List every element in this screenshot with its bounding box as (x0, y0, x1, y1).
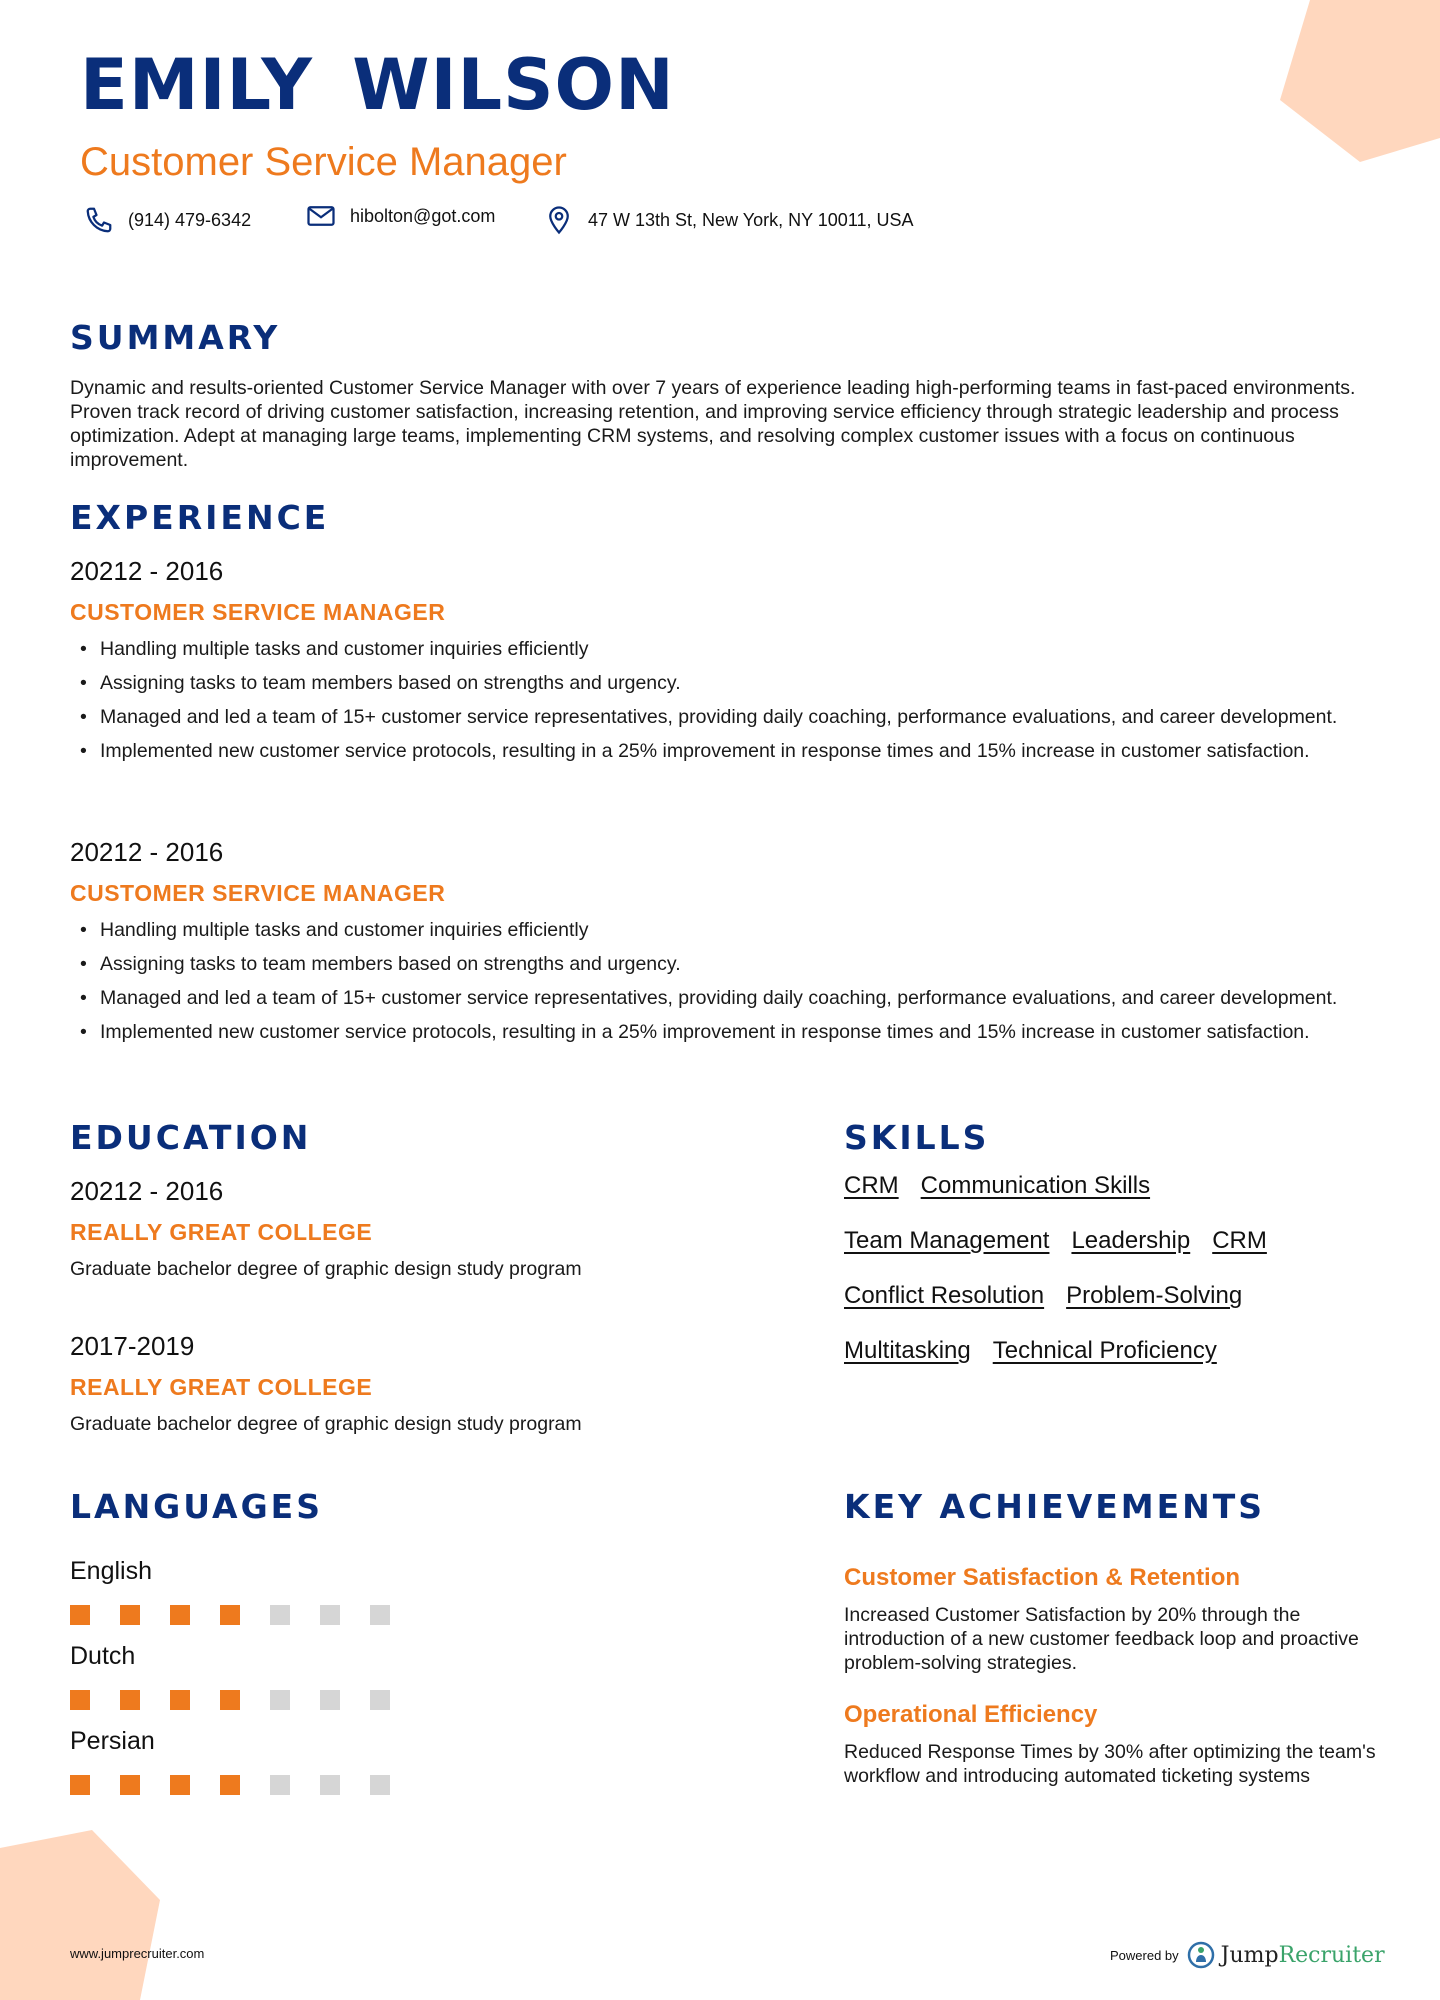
job-title: Customer Service Manager (80, 140, 567, 184)
education-school: REALLY GREAT COLLEGE (70, 1374, 373, 1400)
job-bullet: • Managed and led a team of 15+ customer service representatives, providing daily coaching, performance evaluations, and career development. (70, 986, 1360, 1010)
language-name: English (70, 1557, 152, 1585)
contact-phone (84, 205, 251, 235)
language-level-dot-empty (270, 1690, 290, 1710)
education-heading: EDUCATION (70, 1118, 312, 1157)
language-level-dot-filled (220, 1690, 240, 1710)
skill-item: Communication Skills (920, 1172, 1151, 1199)
language-level-dot-empty (270, 1775, 290, 1795)
language-level-dot-filled (170, 1775, 190, 1795)
language-level-dots (70, 1775, 410, 1795)
skills-row (844, 1227, 1289, 1255)
language-level-dot-empty (370, 1605, 390, 1625)
language-name: Dutch (70, 1642, 136, 1670)
language-level-dot-filled (70, 1775, 90, 1795)
language-name: Persian (70, 1727, 155, 1755)
skill-item: Multitasking (844, 1337, 971, 1364)
brand-name (1221, 1943, 1385, 1968)
language-level-dot-filled (120, 1775, 140, 1795)
language-level-dot-filled (70, 1690, 90, 1710)
summary-text: Dynamic and results-oriented Customer Service Manager with over 7 years of experience leading high-performing teams in fast-paced environments. Proven track record of driving customer satisfaction, increasing retention, and improving service efficiency through strategic leadership and process optimization. Adept at managing large teams, implementing CRM systems, and resolving complex customer issues with a focus on continuous improvement. (70, 377, 1356, 471)
education-school: REALLY GREAT COLLEGE (70, 1219, 373, 1245)
skill-item: Conflict Resolution (844, 1282, 1045, 1309)
contact-address (544, 205, 914, 235)
phone-text: (914) 479-6342 (128, 209, 252, 230)
job-bullet: • Implemented new customer service protocols, resulting in a 25% improvement in response times and 15% increase in customer satisfaction. (70, 1020, 1360, 1044)
jumprecruiter-logo-icon (1187, 1941, 1215, 1969)
job-bullet: • Handling multiple tasks and customer inquiries efficiently (70, 637, 1360, 661)
job-date: 20212 - 2016 (70, 837, 224, 867)
job-bullets (70, 637, 1360, 773)
achievement-text: Increased Customer Satisfaction by 20% through the introduction of a new customer feedback loop and proactive problem-solving strategies. (844, 1604, 1359, 1674)
powered-by-label: Powered by (1110, 1947, 1179, 1963)
skills-heading: SKILLS (844, 1118, 990, 1157)
footer-branding (1110, 1940, 1385, 1970)
location-pin-icon (544, 205, 574, 235)
achievement-title: Customer Satisfaction & Retention (844, 1564, 1241, 1591)
experience-heading: EXPERIENCE (70, 498, 330, 537)
job-bullet: • Assigning tasks to team members based on strengths and urgency. (70, 671, 1360, 695)
job-title-heading: CUSTOMER SERVICE MANAGER (70, 880, 446, 906)
language-level-dot-empty (270, 1605, 290, 1625)
language-level-dot-filled (170, 1690, 190, 1710)
language-level-dot-empty (320, 1775, 340, 1795)
brand-recruiter: Recruiter (1278, 1942, 1385, 1968)
language-level-dots (70, 1690, 410, 1710)
phone-icon (84, 205, 114, 235)
decor-shape-bottom-left (0, 1830, 170, 2000)
achievement-title: Operational Efficiency (844, 1701, 1098, 1728)
education-date: 20212 - 2016 (70, 1176, 224, 1206)
skill-item: Leadership (1071, 1227, 1191, 1254)
language-level-dot-empty (370, 1690, 390, 1710)
language-level-dot-filled (220, 1775, 240, 1795)
address-text: 47 W 13th St, New York, NY 10011, USA (588, 209, 914, 230)
skills-row (844, 1282, 1264, 1310)
language-level-dot-filled (120, 1690, 140, 1710)
language-level-dot-empty (370, 1775, 390, 1795)
job-bullet: • Managed and led a team of 15+ customer service representatives, providing daily coaching, performance evaluations, and career development. (70, 705, 1360, 729)
job-bullet: • Handling multiple tasks and customer inquiries efficiently (70, 918, 1360, 942)
skill-item: CRM (844, 1172, 899, 1199)
skill-item: Team Management (844, 1227, 1050, 1254)
languages-heading: LANGUAGES (70, 1487, 323, 1526)
job-bullet: • Implemented new customer service protocols, resulting in a 25% improvement in response times and 15% increase in customer satisfaction. (70, 739, 1360, 763)
footer-website[interactable]: www.jumprecruiter.com (70, 1946, 205, 1961)
contact-email (306, 201, 495, 231)
skill-item: CRM (1212, 1227, 1267, 1254)
skill-item: Problem-Solving (1066, 1282, 1243, 1309)
language-level-dot-empty (320, 1605, 340, 1625)
job-title-heading: CUSTOMER SERVICE MANAGER (70, 599, 446, 625)
email-text: hibolton@got.com (350, 205, 496, 226)
language-level-dot-filled (170, 1605, 190, 1625)
summary-heading: SUMMARY (70, 318, 281, 357)
language-level-dots (70, 1605, 410, 1625)
skills-row (844, 1337, 1239, 1365)
skill-item: Technical Proficiency (992, 1337, 1217, 1364)
job-bullets (70, 918, 1360, 1054)
brand-jump: Jump (1220, 1942, 1279, 1968)
skills-row (844, 1172, 1172, 1200)
education-desc: Graduate bachelor degree of graphic design study program (70, 1258, 582, 1280)
job-bullet: • Assigning tasks to team members based on strengths and urgency. (70, 952, 1360, 976)
language-level-dot-empty (320, 1690, 340, 1710)
language-level-dot-filled (120, 1605, 140, 1625)
language-level-dot-filled (70, 1605, 90, 1625)
decor-shape-top-right (1270, 0, 1440, 170)
job-date: 20212 - 2016 (70, 556, 224, 586)
language-level-dot-filled (220, 1605, 240, 1625)
education-desc: Graduate bachelor degree of graphic design study program (70, 1413, 582, 1435)
achievement-text: Reduced Response Times by 30% after optimizing the team's workflow and introducing automated ticketing systems (844, 1741, 1376, 1787)
contact-bar (84, 205, 1084, 241)
education-date: 2017-2019 (70, 1331, 195, 1361)
candidate-name: EMILY WILSON (80, 44, 675, 126)
achievements-heading: KEY ACHIEVEMENTS (844, 1487, 1266, 1526)
mail-icon (306, 201, 336, 231)
